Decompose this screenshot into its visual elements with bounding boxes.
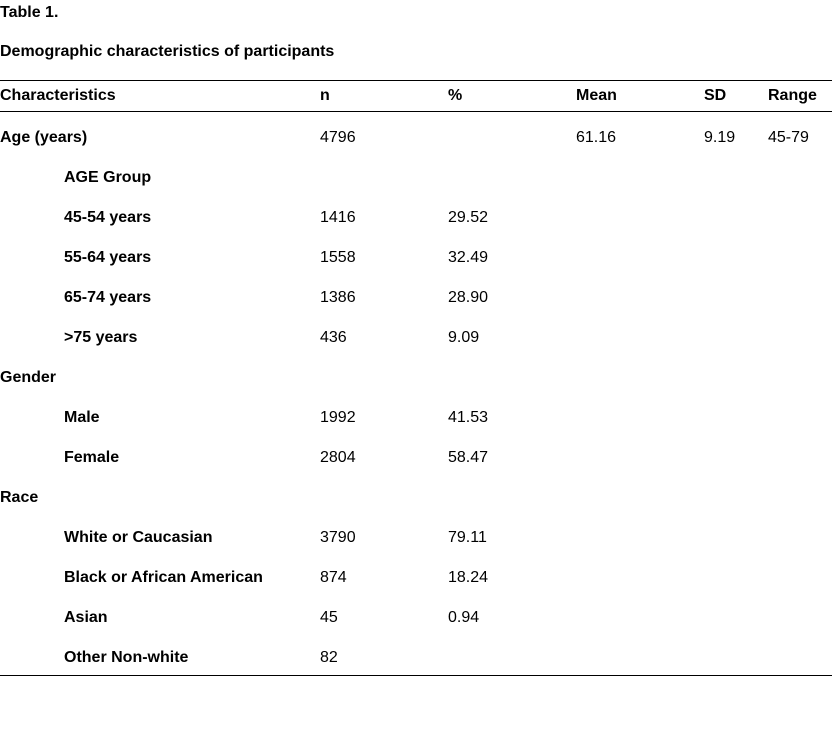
cell-percent: 0.94 xyxy=(448,609,480,626)
cell-n: 4796 xyxy=(320,129,356,146)
cell-percent: 41.53 xyxy=(448,409,489,426)
cell-n: 82 xyxy=(320,649,338,666)
cell-characteristic: 55-64 years xyxy=(64,249,152,266)
cell-characteristic: Age (years) xyxy=(0,129,88,146)
header-percent: % xyxy=(448,87,463,104)
cell-percent: 32.49 xyxy=(448,249,489,266)
cell-percent: 58.47 xyxy=(448,449,489,466)
header-n: n xyxy=(320,87,330,104)
cell-n: 1992 xyxy=(320,409,356,426)
cell-n: 3790 xyxy=(320,529,356,546)
table-label: Table 1. xyxy=(0,4,59,21)
cell-characteristic: White or Caucasian xyxy=(64,529,213,546)
table-row xyxy=(0,368,832,388)
cell-characteristic: Black or African American xyxy=(64,569,263,586)
table-row xyxy=(0,488,832,508)
cell-n: 436 xyxy=(320,329,347,346)
cell-n: 45 xyxy=(320,609,338,626)
table-row xyxy=(0,248,832,268)
cell-characteristic: AGE Group xyxy=(64,169,152,186)
table-row xyxy=(0,128,832,148)
table-top-rule xyxy=(0,80,832,81)
table-bottom-rule xyxy=(0,675,832,676)
cell-percent: 18.24 xyxy=(448,569,489,586)
header-mean: Mean xyxy=(576,87,617,104)
cell-n: 1386 xyxy=(320,289,356,306)
table-caption: Demographic characteristics of participants xyxy=(0,43,335,60)
cell-characteristic: Male xyxy=(64,409,100,426)
cell-range: 45-79 xyxy=(768,129,809,146)
table-row xyxy=(0,568,832,588)
cell-characteristic: 65-74 years xyxy=(64,289,152,306)
header-characteristics: Characteristics xyxy=(0,87,116,104)
cell-sd: 9.19 xyxy=(704,129,736,146)
cell-percent: 9.09 xyxy=(448,329,480,346)
table-row xyxy=(0,328,832,348)
table-row xyxy=(0,408,832,428)
table-row xyxy=(0,288,832,308)
cell-characteristic: Female xyxy=(64,449,120,466)
header-range: Range xyxy=(768,87,817,104)
header-sd: SD xyxy=(704,87,727,104)
cell-n: 1416 xyxy=(320,209,356,226)
table-row xyxy=(0,648,832,668)
cell-percent: 29.52 xyxy=(448,209,489,226)
cell-characteristic: Asian xyxy=(64,609,108,626)
cell-characteristic: >75 years xyxy=(64,329,138,346)
table-row xyxy=(0,448,832,468)
cell-characteristic: 45-54 years xyxy=(64,209,152,226)
cell-mean: 61.16 xyxy=(576,129,617,146)
table-header-rule xyxy=(0,111,832,112)
table-row xyxy=(0,608,832,628)
table-row xyxy=(0,168,832,188)
table-row xyxy=(0,208,832,228)
cell-characteristic: Race xyxy=(0,489,39,506)
cell-characteristic: Other Non-white xyxy=(64,649,189,666)
cell-characteristic: Gender xyxy=(0,369,57,386)
table-row xyxy=(0,528,832,548)
cell-percent: 28.90 xyxy=(448,289,489,306)
cell-n: 2804 xyxy=(320,449,356,466)
table-header-row xyxy=(0,86,832,106)
cell-percent: 79.11 xyxy=(448,529,487,546)
cell-n: 874 xyxy=(320,569,347,586)
cell-n: 1558 xyxy=(320,249,356,266)
